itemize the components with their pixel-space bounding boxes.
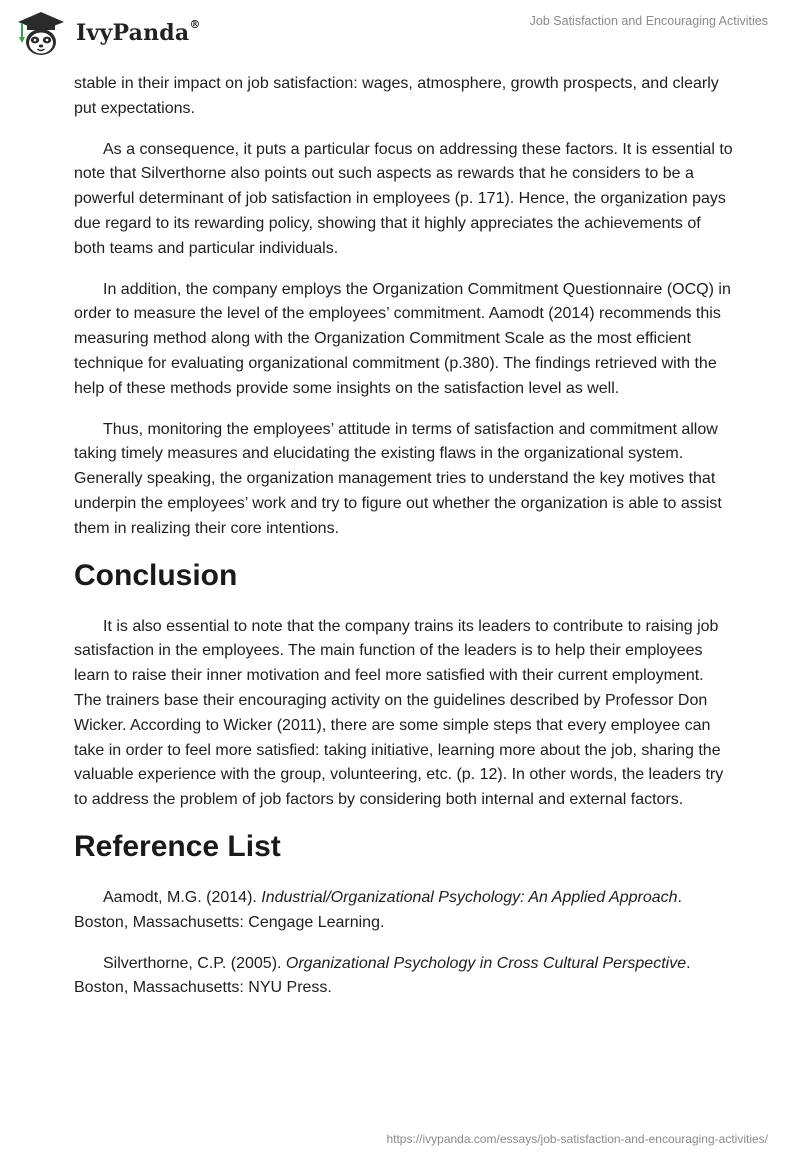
reference-item: Aamodt, M.G. (2014). Industrial/Organizational Psychology: An Applied Approach. Boston, Massachusetts: Cengage Learning. <box>74 888 682 931</box>
paragraph: In addition, the company employs the Organization Commitment Questionnaire (OCQ) in order to measure the level of the employees’ commitment. Aamodt (2014) recommends this measuring method along with the Organization Commitment Scale as the most efficient technique for evaluating organizational commitment (p.380). The findings retrieved with the help of these methods provide some insights on the satisfaction level as well. <box>74 280 731 397</box>
page-header <box>0 0 800 70</box>
reference-item: Silverthorne, C.P. (2005). Organizational Psychology in Cross Cultural Perspective. Boston, Massachusetts: NYU Press. <box>74 954 691 997</box>
reference-list-heading: Reference List <box>74 829 281 863</box>
brand-name: IvyPanda® <box>76 18 201 46</box>
panda-graduate-icon <box>14 9 66 57</box>
conclusion-paragraph: It is also essential to note that the company trains its leaders to contribute to raising job satisfaction in the employees. The main function of the leaders is to help their employees learn to raise their inner motivation and feel more satisfied with their current employment. The trainers base their encouraging activity on the guidelines described by Professor Don Wicker. According to Wicker (2011), there are some simple steps that every employee can take in order to feel more satisfied: taking initiative, learning more about the job, sharing the valuable experience with the group, volunteering, etc. (p. 12). In other words, the leaders try to address the problem of job factors by considering both internal and external factors. <box>74 617 724 809</box>
reference-title: Industrial/Organizational Psychology: An Applied Approach <box>261 888 678 906</box>
brand-logo[interactable] <box>14 8 201 58</box>
essay-content <box>74 72 734 1017</box>
paragraph: stable in their impact on job satisfaction: wages, atmosphere, growth prospects, and clearly put expectations. <box>74 75 719 117</box>
source-url-link[interactable]: https://ivypanda.com/essays/job-satisfaction-and-encouraging-activities/ <box>386 1132 768 1146</box>
paragraph: As a consequence, it puts a particular focus on addressing these factors. It is essential to note that Silverthorne also points out such aspects as rewards that he considers to be a powerful determinant of job satisfaction in employees (p. 171). Hence, the organization pays due regard to its rewarding policy, showing that it highly appreciates the achievements of both teams and particular individuals. <box>74 140 733 257</box>
reference-title: Organizational Psychology in Cross Cultural Perspective <box>285 954 687 972</box>
conclusion-heading: Conclusion <box>74 558 238 592</box>
document-title: Job Satisfaction and Encouraging Activities <box>529 14 768 28</box>
paragraph: Thus, monitoring the employees’ attitude in terms of satisfaction and commitment allow taking timely measures and elucidating the existing flaws in the organizational system. Generally speaking, the organization management tries to understand the key motives that underpin the employees’ work and try to figure out whether the organization is able to assist them in realizing their core intentions. <box>74 420 722 537</box>
